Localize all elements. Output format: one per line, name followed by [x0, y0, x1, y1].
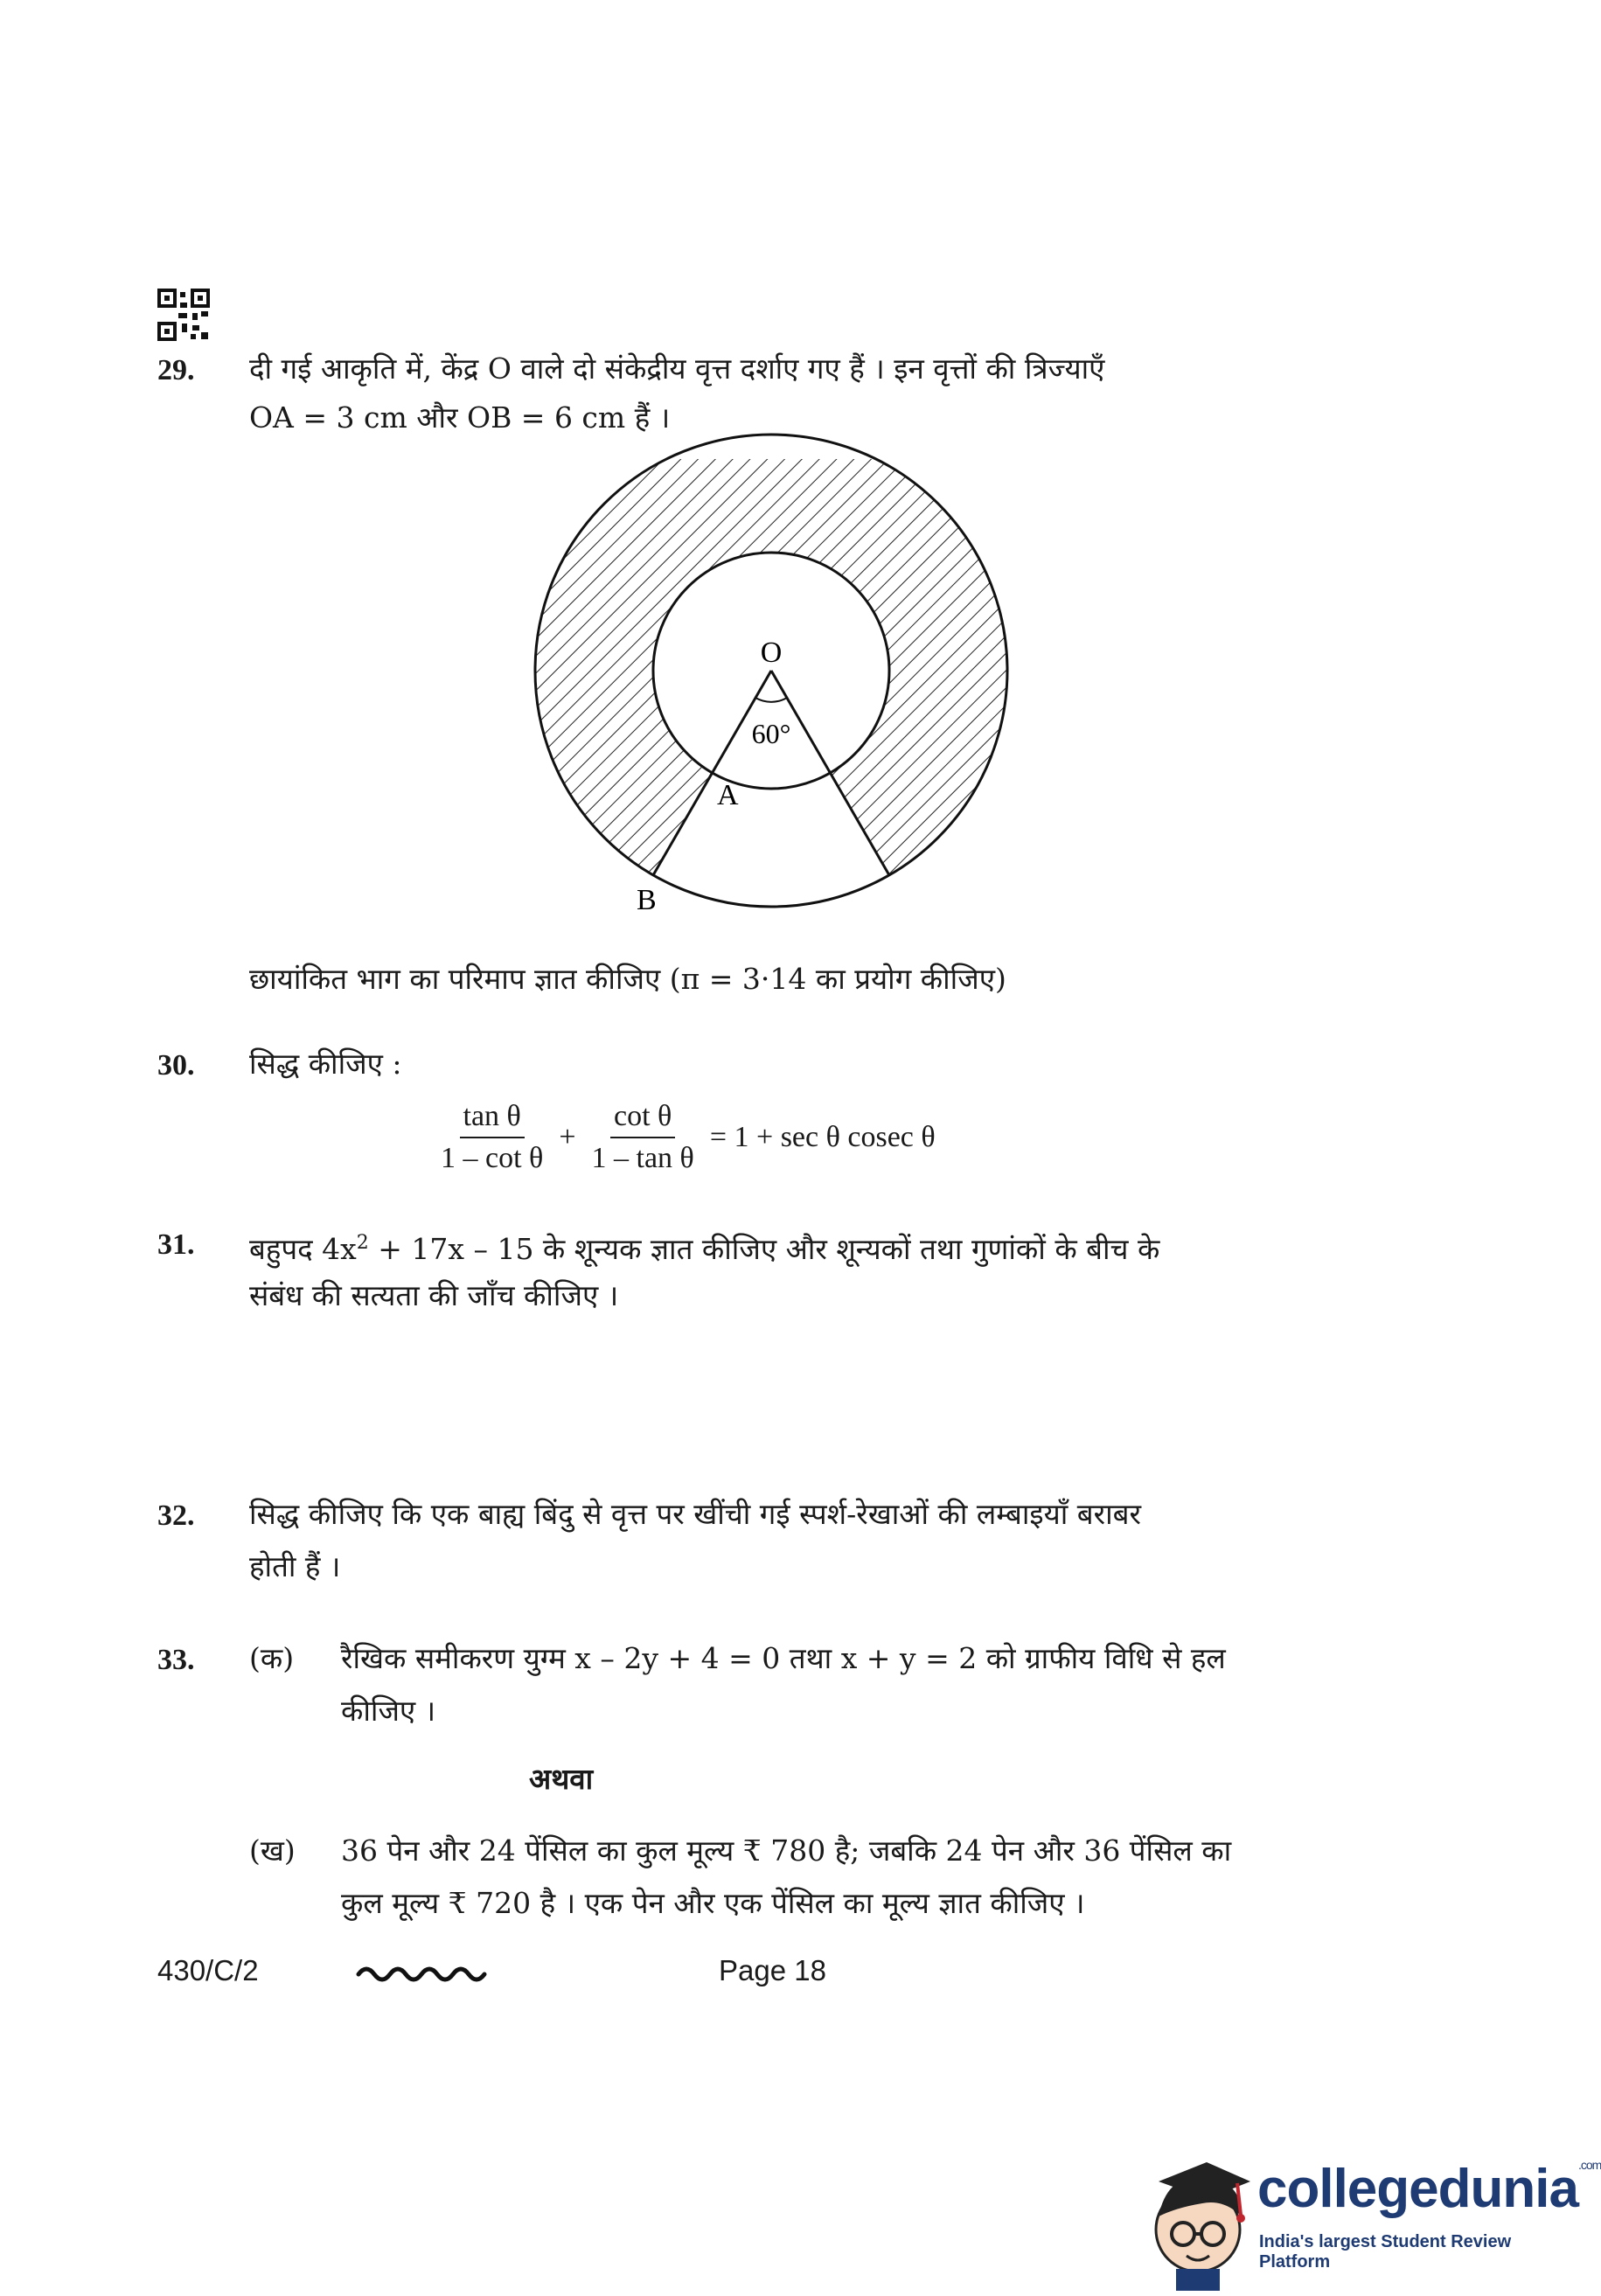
tilde-ornament-icon: [354, 1959, 485, 1985]
question-text: दी गई आकृति में, केंद्र O वाले दो संकेद्रीय वृत्त दर्शाए गए हैं । इन वृत्तों की त्रिज्याएँ: [249, 351, 1105, 386]
question-number: 33.: [157, 1644, 195, 1676]
question-text: कुल मूल्य ₹ 720 है । एक पेन और एक पेंसिल का मूल्य ज्ञात कीजिए ।: [341, 1886, 1085, 1920]
identity-equation: [437, 1100, 936, 1175]
fraction-1-numerator: tan θ: [460, 1100, 525, 1138]
fraction-2: [588, 1100, 698, 1175]
fraction-2-numerator: cot θ: [610, 1100, 675, 1138]
question-text: OA = 3 cm और OB = 6 cm हैं ।: [249, 400, 671, 435]
question-text: बहुपद $4x^2 + 17x - 15$ के शून्यक ज्ञात कीजिए और शून्यकों तथा गुणांकों के बीच के: [249, 1232, 1160, 1266]
question-text: होती हैं ।: [249, 1549, 341, 1583]
question-text: सिद्ध कीजिए :: [249, 1047, 402, 1081]
equation-rhs: = 1 + sec θ cosec θ: [709, 1121, 936, 1153]
question-text: संबंध की सत्यता की जाँच कीजिए ।: [249, 1278, 619, 1312]
question-number: 30.: [157, 1049, 195, 1082]
or-label: अथवा: [529, 1762, 594, 1796]
student-mascot-logo: [1141, 2146, 1255, 2291]
question-text: रैखिक समीकरण युग्म x – 2y + 4 = 0 तथा x + y = 2 को ग्राफीय विधि से हल: [341, 1641, 1226, 1675]
part-label: (क): [249, 1641, 295, 1675]
brand-suffix: .com: [1577, 2158, 1601, 2172]
question-number: 31.: [157, 1228, 195, 1261]
label-b: B: [637, 884, 657, 916]
label-a: A: [717, 779, 739, 811]
qr-code-icon: [157, 289, 210, 341]
brand-name: collegedunia$^{.com}$: [1257, 2158, 1601, 2219]
paper-code: 430/C/2: [157, 1954, 259, 1986]
question-number: 29.: [157, 354, 195, 386]
plus-sign: +: [559, 1121, 576, 1153]
fraction-1-denominator: 1 – cot θ: [441, 1142, 544, 1174]
question-text: छायांकित भाग का परिमाप ज्ञात कीजिए (π = 3·14 का प्रयोग कीजिए): [249, 962, 1006, 996]
page-number: Page 18: [719, 1954, 826, 1986]
fraction-2-denominator: 1 – tan θ: [591, 1142, 694, 1174]
part-label: (ख): [249, 1833, 296, 1868]
fraction-1: [437, 1100, 546, 1175]
question-text: 36 पेन और 24 पेंसिल का कुल मूल्य ₹ 780 है; जबकि 24 पेन और 36 पेंसिल का: [341, 1833, 1232, 1868]
brand-tagline: India's largest Student Review Platform: [1259, 2232, 1512, 2272]
concentric-circles-figure: [507, 459, 1049, 949]
question-text: कीजिए ।: [341, 1694, 436, 1728]
question-number: 32.: [157, 1499, 195, 1532]
label-o: O: [760, 637, 783, 669]
label-angle: 60°: [751, 718, 791, 749]
question-text: सिद्ध कीजिए कि एक बाह्य बिंदु से वृत्त पर खींची गई स्पर्श-रेखाओं की लम्बाइयाँ बराबर: [249, 1497, 1141, 1531]
